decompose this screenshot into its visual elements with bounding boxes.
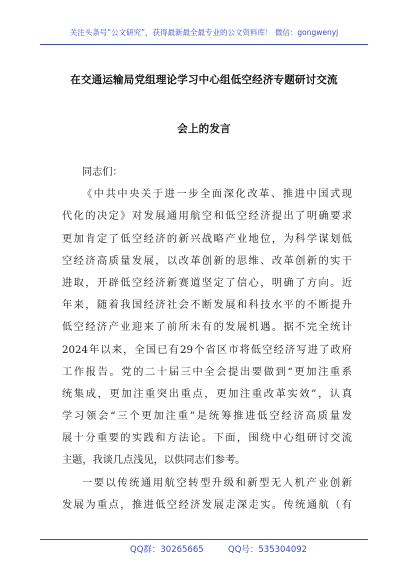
document-body: [62, 162, 352, 517]
body-line: 统集成，更加注重突出重点，更加注重改革实效”，认真: [62, 388, 352, 400]
footer-divider: [40, 539, 368, 540]
body-line: 空经济高质量发展，以改革创新的思维、改革创新的实干: [62, 255, 352, 267]
body-line: 2024年以来，全国已有29个省区市将低空经济写进了政府: [62, 344, 352, 356]
body-line: 学习领会“三个更加注重”是统筹推进低空经济高质量发: [62, 411, 352, 423]
body-line: 更加肯定了低空经济的新兴战略产业地位，为科学谋划低: [62, 233, 352, 245]
body-line: 年来，随着我国经济社会不断发展和科技水平的不断提升: [62, 300, 352, 312]
page-header-note: 关注头条号“公文研究”，获得最新最全最专业的公文资料库！ 微信：gongwenyj: [69, 28, 339, 37]
body-line: 低空经济产业迎来了前所未有的发展机遇。据不完全统计: [62, 322, 352, 334]
document-title-line-2: 会上的发言: [177, 123, 231, 135]
body-line: 代化的决定》对发展通用航空和低空经济提出了明确要求: [62, 211, 352, 223]
body-line: 进取，开辟低空经济新赛道坚定了信心，明确了方向。近: [62, 277, 352, 289]
greeting: 同志们：: [82, 167, 123, 178]
body-line: 一要以传统通用航空转型升级和新型无人机产业创新: [82, 477, 352, 489]
qq-contact-number: QQ号：535304092: [228, 545, 308, 555]
body-line: 发展为重点，推进低空经济发展走深走实。传统通航（有: [62, 499, 352, 511]
body-line: 展十分重要的实践和方法论。下面，围绕中心组研讨交流: [62, 433, 352, 445]
header-divider: [40, 44, 368, 45]
body-line: 主题，我谈几点浅见，以供同志们参考。: [62, 455, 246, 467]
document-title-line-1: 在交通运输局党组理论学习中心组低空经济专题研讨交流: [70, 74, 338, 86]
body-line: 工作报告。党的二十届三中全会提出要做到“更加注重系: [62, 366, 352, 378]
qq-group-number: QQ群：30265665: [130, 545, 204, 555]
body-line: 《中共中央关于进一步全面深化改革、推进中国式现: [82, 189, 352, 201]
